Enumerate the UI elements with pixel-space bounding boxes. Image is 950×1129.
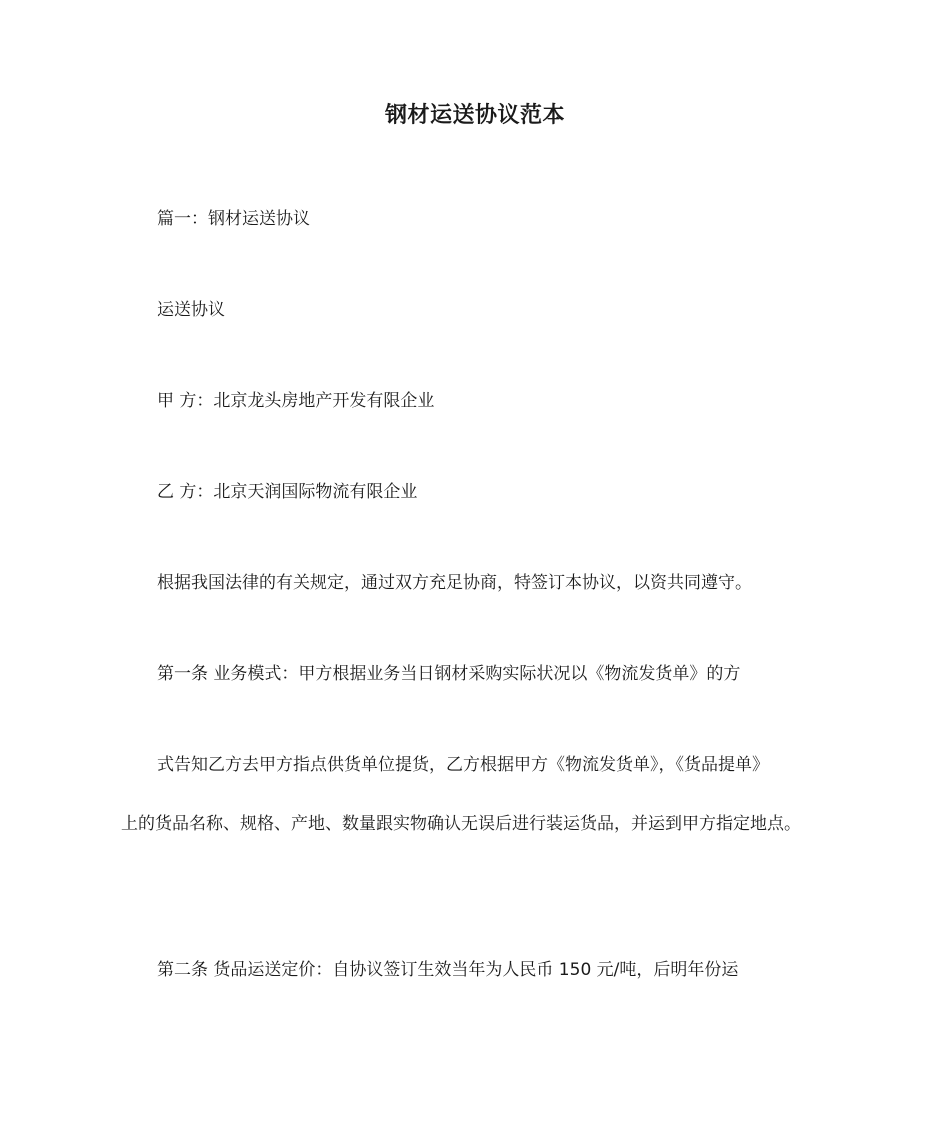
preamble-paragraph: 根据我国法律的有关规定，通过双方充足协商，特签订本协议，以资共同遵守。 <box>157 573 752 593</box>
party-a-line: 甲 方：北京龙头房地产开发有限企业 <box>157 391 435 411</box>
article-two-line-1: 第二条 货品运送定价：自协议签订生效当年为人民币 150 元/吨，后明年份运 <box>157 960 739 980</box>
agreement-heading: 运送协议 <box>157 300 225 320</box>
section-heading: 篇一：钢材运送协议 <box>157 209 310 229</box>
article-one-line-2: 式告知乙方去甲方指点供货单位提货，乙方根据甲方《物流发货单》，《货品提单》 <box>157 755 769 775</box>
article-one-line-1: 第一条 业务模式：甲方根据业务当日钢材采购实际状况以《物流发货单》的方 <box>157 664 741 684</box>
article-one-line-3: 上的货品名称、规格、产地、数量跟实物确认无误后进行装运货品，并运到甲方指定地点。 <box>121 814 801 834</box>
party-b-line: 乙 方：北京天润国际物流有限企业 <box>157 482 418 502</box>
document-title: 钢材运送协议范本 <box>384 103 565 128</box>
